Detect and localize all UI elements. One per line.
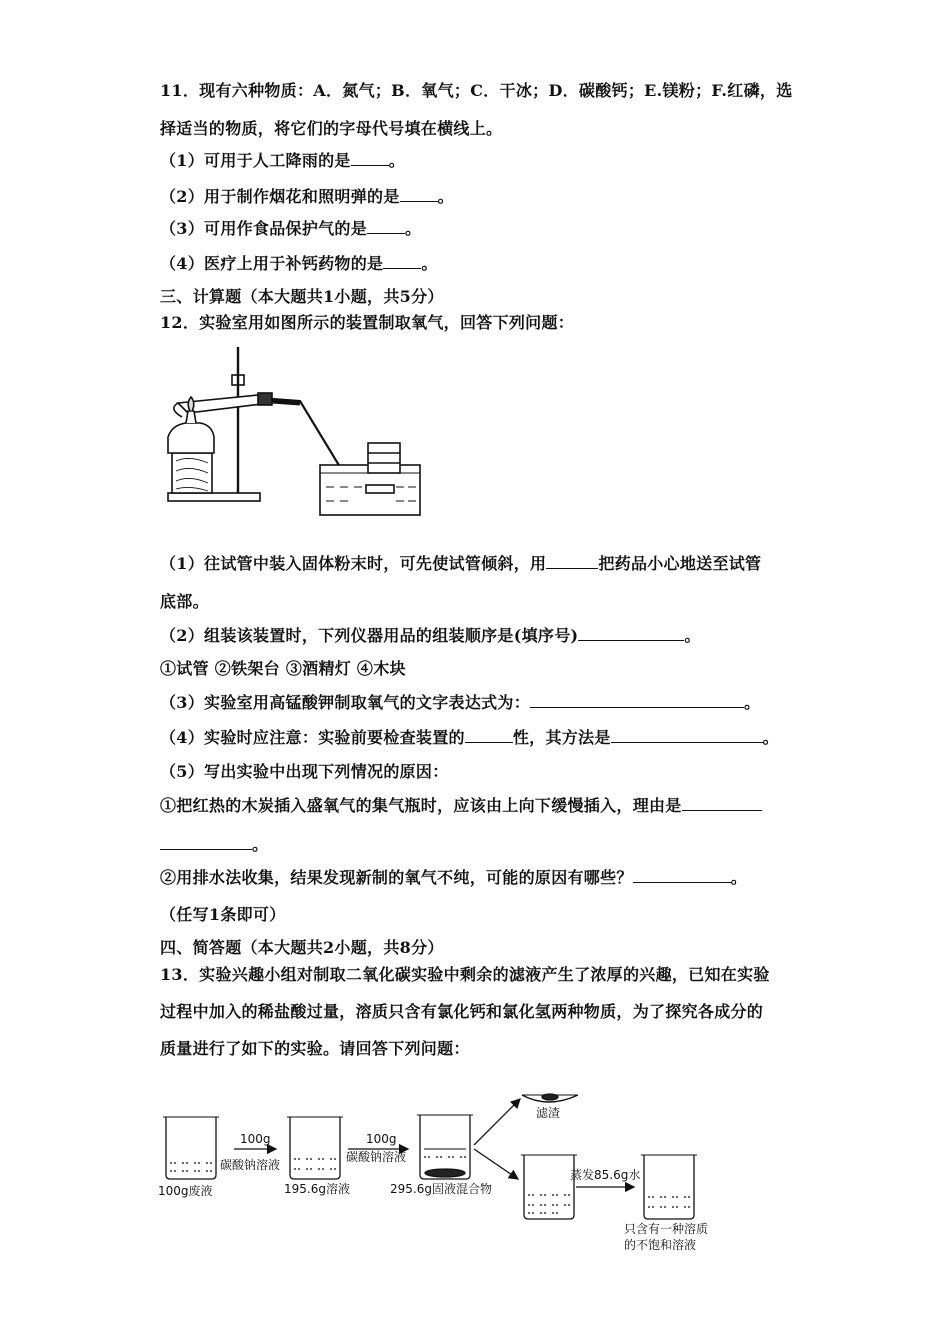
answer-blank[interactable] [160,835,252,850]
answer-blank[interactable] [367,219,405,234]
q11-sub4-text: （4）医疗上用于补钙药物的是 [160,254,384,273]
q12-case1-text: ①把红热的木炭插入盛氧气的集气瓶时，应该由上向下缓慢插入，理由是 [160,796,682,815]
answer-blank[interactable] [633,868,731,883]
q12-part4-text: （4）实验时应注意：实验前要检查装置的 [160,728,465,747]
q12-stem: 12．实验室用如图所示的装置制取氧气，回答下列问题： [160,313,575,332]
q12-case1 [160,793,762,816]
precipitate [425,1169,465,1177]
q12-options: ①试管 ②铁架台 ③酒精灯 ④木块 [160,659,406,678]
q11-sub2-text: （2）用于制作烟花和照明弹的是 [160,187,400,206]
beaker3-label: 295.6g固液混合物 [390,1182,492,1196]
q11-sub3-end: 。 [405,219,422,238]
q13-line3: 质量进行了如下的实验。请回答下列问题： [160,1039,470,1058]
oxygen-apparatus-figure [160,345,430,517]
answer-blank[interactable] [546,554,598,569]
q11-stem-line1: 11．现有六种物质：A．氮气；B．氧气；C．干冰；D．碳酸钙；E.镁粉；F.红磷，选 [160,81,793,100]
q12-case2-note: （任写1条即可） [160,905,286,924]
section-3-heading: 三、计算题（本大题共1小题，共5分） [160,287,444,306]
arrow-up [474,1099,520,1145]
q12-case1-end: 。 [252,835,269,854]
beaker-5 [644,1155,694,1219]
q12-part4-mid: 性，其方法是 [512,728,611,747]
beaker-1 [166,1117,216,1179]
rubber-tube [272,401,300,403]
arrow-down [474,1149,518,1179]
q13-line2: 过程中加入的稀盐酸过量，溶质只含有氯化钙和氯化氢两种物质，为了探究各成分的 [160,1002,764,1021]
q12-part3-end: 。 [744,693,761,712]
beaker-2 [290,1117,340,1179]
q12-part1-end: 把药品小心地送至试管 [598,554,762,573]
answer-blank[interactable] [530,693,744,708]
answer-blank[interactable] [611,728,763,743]
q12-case2 [160,865,747,888]
q12-part1-line2: 底部。 [160,592,209,611]
answer-blank[interactable] [578,626,684,641]
section-4-heading: 四、简答题（本大题共2小题，共8分） [160,938,444,957]
answer-blank[interactable] [383,254,421,269]
final-label-line1: 只含有一种溶质 [624,1222,709,1236]
evaporation-label: 蒸发85.6g水 [570,1168,641,1182]
q12-part3-text: （3）实验室用高锰酸钾制取氧气的文字表达式为： [160,693,531,712]
q12-part2-end: 。 [684,626,701,645]
q12-part1 [160,551,761,574]
q11-sub4-end: 。 [421,254,438,273]
add2-reagent: 碳酸钠溶液 [346,1150,407,1164]
q11-sub3 [160,216,421,239]
add1-reagent: 碳酸钠溶液 [220,1158,281,1172]
beaker2-label: 195.6g溶液 [284,1182,350,1196]
q11-sub2-end: 。 [437,187,454,206]
q12-part3 [160,690,760,713]
gas-bottle [368,443,400,473]
q11-stem-line2: 择适当的物质，将它们的字母代号填在横线上。 [160,119,503,138]
q11-sub3-text: （3）可用作食品保护气的是 [160,219,368,238]
q12-part2 [160,623,701,646]
add1-amount: 100g [240,1132,271,1146]
alcohol-lamp [168,423,214,453]
bottle-shelf [366,485,394,493]
q11-sub2 [160,184,454,207]
answer-blank[interactable] [400,187,438,202]
q12-part1-text: （1）往试管中装入固体粉末时，可先使试管倾斜，用 [160,554,547,573]
stand-base [168,493,260,501]
q12-case2-end: 。 [730,868,748,887]
q12-part2-text: （2）组装该装置时，下列仪器用品的组装顺序是(填序号) [160,626,579,645]
stopper [258,393,272,405]
answer-blank[interactable] [351,151,389,166]
q11-sub4 [160,251,438,274]
beaker1-label: 100g废液 [158,1184,213,1198]
residue-label: 滤渣 [536,1106,561,1120]
q12-case2-text: ②用排水法收集，结果发现新制的氧气不纯，可能的原因有哪些？ [160,868,633,887]
q11-sub1-text: （1）可用于人工降雨的是 [160,151,351,170]
answer-blank[interactable] [682,796,762,811]
experiment-flow-diagram [158,1075,718,1255]
answer-blank[interactable] [465,728,513,743]
add2-amount: 100g [366,1132,397,1146]
q11-sub1 [160,148,405,171]
q12-case1-line2 [160,832,268,855]
q13-line1: 13．实验兴趣小组对制取二氧化碳实验中剩余的滤液产生了浓厚的兴趣，已知在实验 [160,965,770,984]
q12-part4 [160,725,779,748]
beaker-4 [524,1155,574,1219]
final-label-line2: 的不饱和溶液 [624,1238,697,1252]
q11-sub1-end: 。 [388,151,406,170]
q12-part4-end: 。 [762,728,779,747]
q12-part5: （5）写出实验中出现下列情况的原因： [160,762,449,781]
